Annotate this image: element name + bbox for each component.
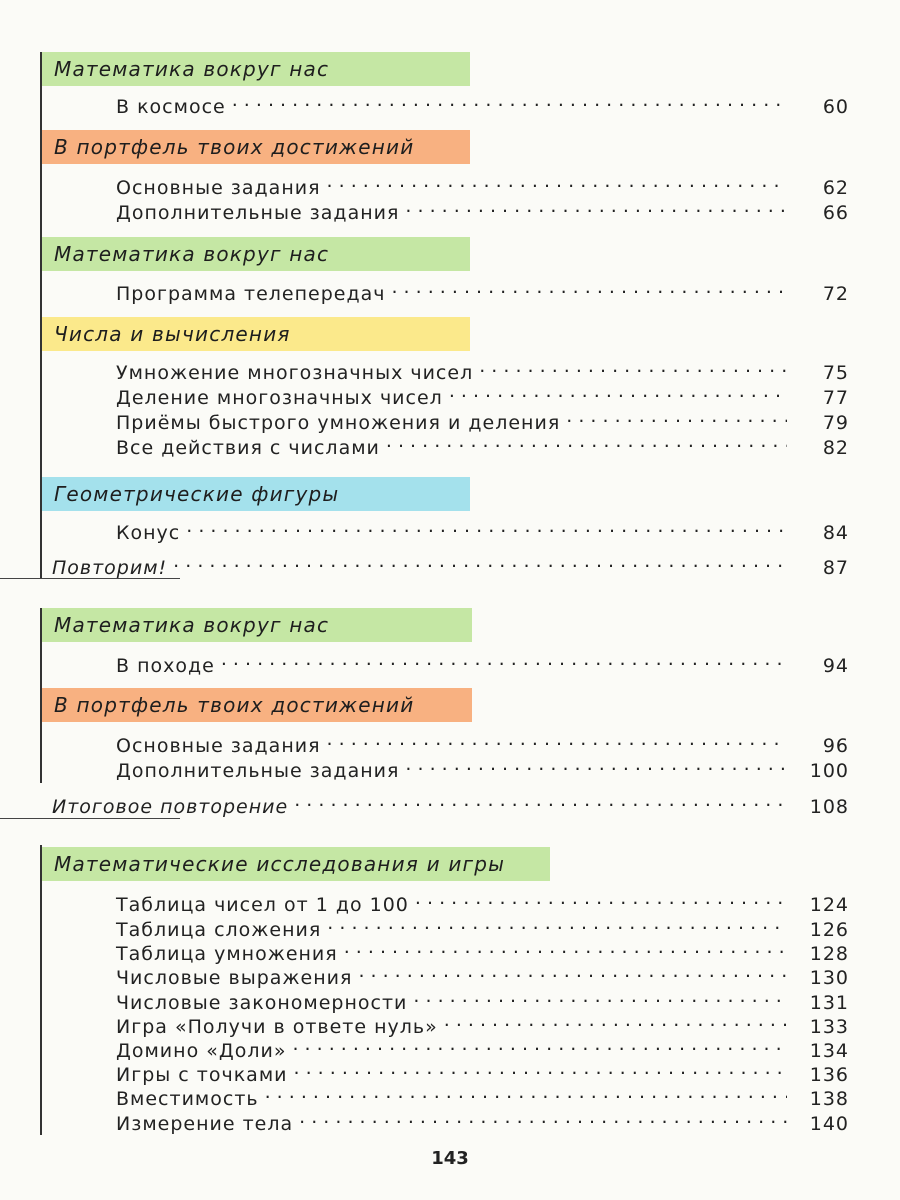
dot-leader <box>299 1104 787 1130</box>
toc-entry[interactable] <box>116 910 849 941</box>
section-header: Числа и вычисления <box>42 317 470 351</box>
entry-page: 75 <box>822 362 849 384</box>
dot-leader <box>232 87 787 113</box>
entry-title: Конус <box>116 522 181 544</box>
entry-page: 126 <box>809 919 849 941</box>
entry-page: 124 <box>809 894 849 916</box>
section-header: Математические исследования и игры <box>42 847 550 881</box>
entry-title: Вместимость <box>116 1088 259 1110</box>
entry-page: 87 <box>822 557 849 579</box>
dot-leader <box>449 378 787 404</box>
entry-page: 62 <box>822 177 849 199</box>
entry-title: В космосе <box>116 96 226 118</box>
entry-title: Измерение тела <box>116 1113 294 1135</box>
entry-title: Итоговое повторение <box>52 796 289 818</box>
dot-leader <box>405 193 787 219</box>
dot-leader <box>566 403 787 429</box>
entry-page: 84 <box>822 522 849 544</box>
entry-title: Игры с точками <box>116 1064 288 1086</box>
entry-page: 77 <box>822 387 849 409</box>
toc-entry-final-review[interactable] <box>52 787 849 818</box>
toc-entry[interactable] <box>116 1104 849 1135</box>
section-header: Математика вокруг нас <box>42 237 470 271</box>
dot-leader <box>405 751 787 777</box>
entry-page: 133 <box>809 1016 849 1038</box>
section-header: В портфель твоих достижений <box>42 688 472 722</box>
toc-entry[interactable] <box>116 403 849 434</box>
dot-leader <box>327 726 787 752</box>
section-header: Геометрические фигуры <box>42 477 470 511</box>
dot-leader <box>327 910 787 936</box>
entry-page: 94 <box>822 655 849 677</box>
dot-leader <box>444 1007 787 1033</box>
toc-entry[interactable] <box>116 934 849 965</box>
toc-entry[interactable] <box>116 87 849 118</box>
entry-title: Основные задания <box>116 177 321 199</box>
dot-leader <box>391 274 787 300</box>
entry-page: 100 <box>809 760 849 782</box>
page-number: 143 <box>431 1148 469 1169</box>
entry-title: Дополнительные задания <box>116 760 400 782</box>
toc-entry[interactable] <box>116 751 849 782</box>
toc-entry[interactable] <box>116 1007 849 1038</box>
entry-title: Повторим! <box>52 557 168 579</box>
dot-leader <box>186 513 787 539</box>
entry-page: 138 <box>809 1088 849 1110</box>
entry-page: 128 <box>809 943 849 965</box>
toc-entry[interactable] <box>116 885 849 916</box>
entry-title: Дополнительные задания <box>116 202 400 224</box>
dot-leader <box>265 1079 787 1105</box>
dot-leader <box>221 646 787 672</box>
entry-title: Таблица чисел от 1 до 100 <box>116 894 409 916</box>
toc-entry[interactable] <box>116 428 849 459</box>
entry-page: 130 <box>809 967 849 989</box>
entry-page: 66 <box>822 202 849 224</box>
toc-entry[interactable] <box>116 378 849 409</box>
dot-leader <box>386 428 787 454</box>
toc-entry[interactable] <box>116 168 849 199</box>
entry-title: Домино «Доли» <box>116 1040 287 1062</box>
entry-page: 134 <box>809 1040 849 1062</box>
dot-leader <box>294 1055 787 1081</box>
entry-title: Все действия с числами <box>116 437 380 459</box>
entry-page: 82 <box>822 437 849 459</box>
toc-entry-review[interactable] <box>52 548 849 579</box>
dot-leader <box>292 1031 787 1057</box>
section-header: Математика вокруг нас <box>42 608 472 642</box>
entry-page: 79 <box>822 412 849 434</box>
dot-leader <box>413 983 787 1009</box>
entry-page: 60 <box>822 96 849 118</box>
section-bar <box>40 845 42 1135</box>
toc-entry[interactable] <box>116 1079 849 1110</box>
dot-leader <box>173 548 787 574</box>
entry-title: Программа телепередач <box>116 283 386 305</box>
entry-page: 108 <box>809 796 849 818</box>
section-header: Математика вокруг нас <box>42 52 470 86</box>
toc-entry[interactable] <box>116 1055 849 1086</box>
entry-title: Приёмы быстрого умножения и деления <box>116 412 561 434</box>
toc-entry[interactable] <box>116 1031 849 1062</box>
toc-entry[interactable] <box>116 513 849 544</box>
toc-entry[interactable] <box>116 726 849 757</box>
toc-entry[interactable] <box>116 193 849 224</box>
entry-page: 72 <box>822 283 849 305</box>
dot-leader <box>415 885 787 911</box>
toc-entry[interactable] <box>116 646 849 677</box>
entry-page: 140 <box>809 1113 849 1135</box>
entry-title: Основные задания <box>116 735 321 757</box>
entry-page: 96 <box>822 735 849 757</box>
dot-leader <box>344 934 787 960</box>
entry-title: Игра «Получи в ответе нуль» <box>116 1016 438 1038</box>
dot-leader <box>327 168 787 194</box>
entry-title: Таблица умножения <box>116 943 338 965</box>
entry-title: В походе <box>116 655 215 677</box>
entry-title: Деление многозначных чисел <box>116 387 443 409</box>
toc-entry[interactable] <box>116 274 849 305</box>
toc-entry[interactable] <box>116 353 849 384</box>
dot-leader <box>479 353 787 379</box>
entry-title: Числовые выражения <box>116 967 353 989</box>
entry-title: Умножение многозначных чисел <box>116 362 474 384</box>
dot-leader <box>294 787 787 813</box>
entry-page: 131 <box>809 992 849 1014</box>
dot-leader <box>358 958 787 984</box>
section-header: В портфель твоих достижений <box>42 130 470 164</box>
entry-page: 136 <box>809 1064 849 1086</box>
entry-title: Числовые закономерности <box>116 992 408 1014</box>
toc-entry[interactable] <box>116 958 849 989</box>
toc-entry[interactable] <box>116 983 849 1014</box>
entry-title: Таблица сложения <box>116 919 322 941</box>
